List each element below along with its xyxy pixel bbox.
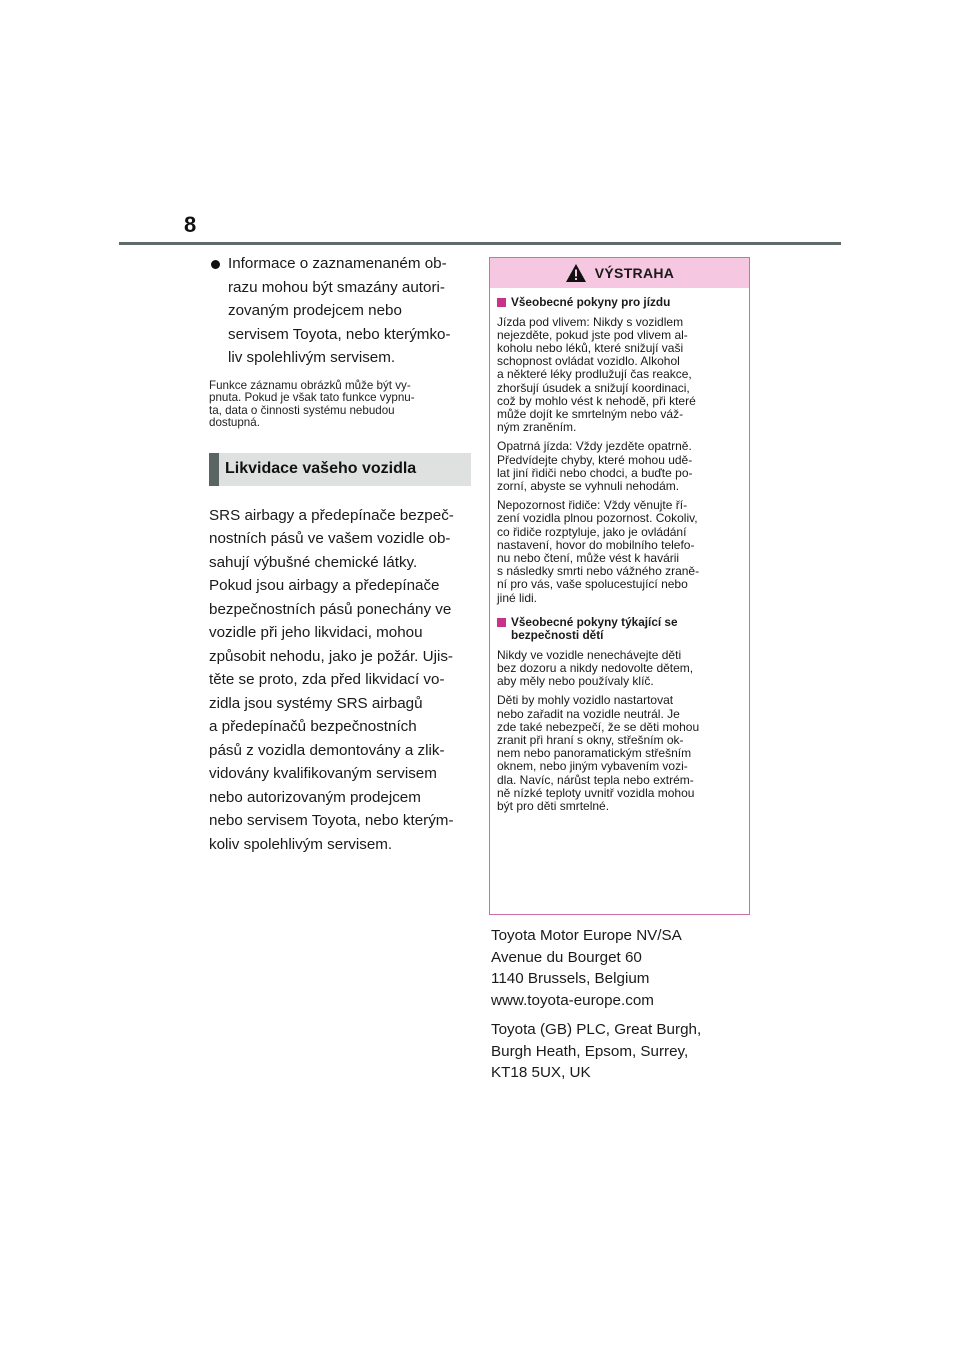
- warning-line: Jízda pod vlivem: Nikdy s vozidlem: [497, 314, 684, 329]
- note-line: Funkce záznamu obrázků může být vy-: [209, 378, 411, 392]
- warning-line: což by mohlo vést k nehodě, při které: [497, 393, 696, 408]
- warning-paragraph: [497, 694, 742, 813]
- address-line: Burgh Heath, Epsom, Surrey,: [491, 1042, 689, 1060]
- warning-line: jiné lidi.: [497, 590, 538, 605]
- paragraph-line: nostních pásů ve vašem vozidle ob-: [209, 530, 451, 548]
- warning-triangle-icon: [565, 263, 587, 283]
- paragraph-line: pásů z vozidla demontovány a zlik-: [209, 741, 445, 759]
- bullet-item: [209, 252, 471, 370]
- warning-title: VÝSTRAHA: [594, 265, 675, 281]
- warning-line: koholu nebo léků, které snižují vaši: [497, 340, 684, 355]
- paragraph-line: Pokud jsou airbagy a předepínače: [209, 577, 440, 595]
- warning-box: [489, 257, 750, 915]
- warning-body: [490, 288, 749, 813]
- warning-line: nu nebo čtení, může vést k havárii: [497, 550, 680, 565]
- paragraph-line: těte se proto, zda před likvidací vo-: [209, 671, 445, 689]
- note-line: ta, data o činnosti systému nebudou: [209, 403, 395, 417]
- warning-line: nebo zařadit na vozidle neutrál. Je: [497, 706, 680, 721]
- warning-line: zde také nebezpečí, že se děti mohou: [497, 719, 700, 734]
- bullet-dot-icon: [211, 260, 220, 269]
- warning-paragraph: [497, 440, 742, 493]
- paragraph-line: nebo servisem Toyota, nebo kterým-: [209, 812, 454, 830]
- warning-line: ně nízké teploty uvnitř vozidla mohou: [497, 785, 695, 800]
- section-title: Likvidace vašeho vozidla: [225, 460, 417, 478]
- address-line: Avenue du Bourget 60: [491, 948, 642, 966]
- warning-line: Děti by mohly vozidlo nastartovat: [497, 693, 674, 708]
- warning-line: být pro děti smrtelné.: [497, 799, 610, 813]
- page-number: 8: [184, 212, 197, 237]
- bullet-line: liv spolehlivým servisem.: [228, 349, 396, 366]
- warning-paragraph: [497, 316, 742, 435]
- warning-line: zení vozidla plnou pozornost. Cokoliv,: [497, 511, 698, 526]
- warning-line: Nikdy ve vozidle nenechávejte děti: [497, 647, 682, 662]
- small-note: [209, 380, 471, 430]
- paragraph-line: nebo autorizovaným prodejcem: [209, 788, 421, 806]
- header-rule: [119, 242, 841, 245]
- warning-line: nastavení, hovor do mobilního telefo-: [497, 537, 695, 552]
- bullet-line: zovaným prodejcem nebo: [228, 302, 402, 319]
- warning-line: oknem, nebo jiným vybavením vozi-: [497, 759, 688, 774]
- warning-line: Nepozornost řidiče: Vždy věnujte ří-: [497, 498, 688, 513]
- address-toyota-europe: [491, 925, 791, 1011]
- warning-section-heading: [497, 296, 742, 310]
- paragraph-line: vidovány kvalifikovaným servisem: [209, 765, 437, 783]
- section-bar-accent: [209, 453, 219, 486]
- warning-header: [490, 258, 749, 288]
- paragraph-line: způsobit nehodu, jako je požár. Ujis-: [209, 647, 453, 665]
- address-block: [491, 925, 791, 1084]
- paragraph-line: zidla jsou systémy SRS airbagů: [209, 694, 423, 712]
- section-header-bar: [209, 453, 471, 486]
- warning-heading-text: bezpečnosti dětí: [511, 628, 604, 643]
- bullet-line: Informace o zaznamenaném ob-: [228, 255, 447, 272]
- address-line: KT18 5UX, UK: [491, 1064, 591, 1081]
- note-line: dostupná.: [209, 416, 260, 430]
- address-line: Toyota Motor Europe NV/SA: [491, 927, 682, 944]
- warning-line: schopnost ovládat vozidlo. Alkohol: [497, 354, 680, 369]
- warning-paragraph: [497, 499, 742, 605]
- warning-line: a některé léky prodlužují čas reakce,: [497, 367, 692, 382]
- paragraph-line: bezpečnostních pásů ponechány ve: [209, 600, 452, 618]
- warning-line: lat jiní řidiči nebo chodci, a buďte po-: [497, 465, 693, 480]
- address-line: Toyota (GB) PLC, Great Burgh,: [491, 1021, 702, 1038]
- left-column: [209, 252, 471, 856]
- note-line: pnuta. Pokud je však tato funkce vypnu-: [209, 391, 415, 405]
- bullet-line: servisem Toyota, nebo kterýmko-: [228, 325, 451, 343]
- warning-paragraph: [497, 649, 742, 689]
- warning-line: nem nebo panoramatickým střešním: [497, 746, 692, 761]
- warning-line: co řidiče rozptyluje, jako je ovládání: [497, 524, 687, 539]
- square-bullet-icon: [497, 298, 506, 307]
- address-line: 1140 Brussels, Belgium: [491, 970, 650, 987]
- paragraph-line: a předepínačů bezpečnostních: [209, 718, 417, 736]
- paragraph-line: sahují výbušné chemické látky.: [209, 553, 418, 571]
- warning-line: může dojít ke smrtelným nebo váž-: [497, 406, 684, 421]
- bullet-line: razu mohou být smazány autori-: [228, 278, 445, 296]
- disposal-paragraph: [209, 504, 471, 857]
- warning-line: s následky smrti nebo vážného zraně-: [497, 564, 700, 579]
- address-toyota-gb: [491, 1019, 791, 1084]
- warning-line: Opatrná jízda: Vždy jezděte opatrně.: [497, 439, 692, 454]
- warning-line: zorní, abyste se vyhnuli nehodám.: [497, 478, 680, 493]
- warning-line: zhoršují úsudek a snižují koordinaci,: [497, 380, 690, 395]
- warning-line: ní pro vás, vaše spolucestující nebo: [497, 577, 688, 592]
- warning-line: bez dozoru a nikdy nedovolte dětem,: [497, 660, 694, 675]
- spacer: [497, 605, 742, 613]
- website-link[interactable]: www.toyota-europe.com: [491, 991, 654, 1009]
- warning-line: ným zraněním.: [497, 420, 577, 435]
- warning-heading-text: Všeobecné pokyny týkající se: [511, 614, 678, 629]
- warning-line: Předvídejte chyby, které mohou udě-: [497, 452, 693, 467]
- square-bullet-icon: [497, 618, 506, 627]
- warning-line: dla. Navíc, nárůst tepla nebo extrém-: [497, 772, 694, 787]
- paragraph-line: vozidle při jeho likvidaci, mohou: [209, 624, 423, 642]
- warning-section-heading: [497, 616, 742, 643]
- warning-line: nejezděte, pokud jste pod vlivem al-: [497, 327, 688, 342]
- paragraph-line: koliv spolehlivým servisem.: [209, 835, 393, 853]
- paragraph-line: SRS airbagy a předepínače bezpeč-: [209, 506, 454, 524]
- warning-line: zranit při hraní s okny, střešním ok-: [497, 732, 684, 747]
- warning-line: aby měly nebo používaly klíč.: [497, 674, 654, 689]
- warning-heading-text: Všeobecné pokyny pro jízdu: [511, 295, 671, 309]
